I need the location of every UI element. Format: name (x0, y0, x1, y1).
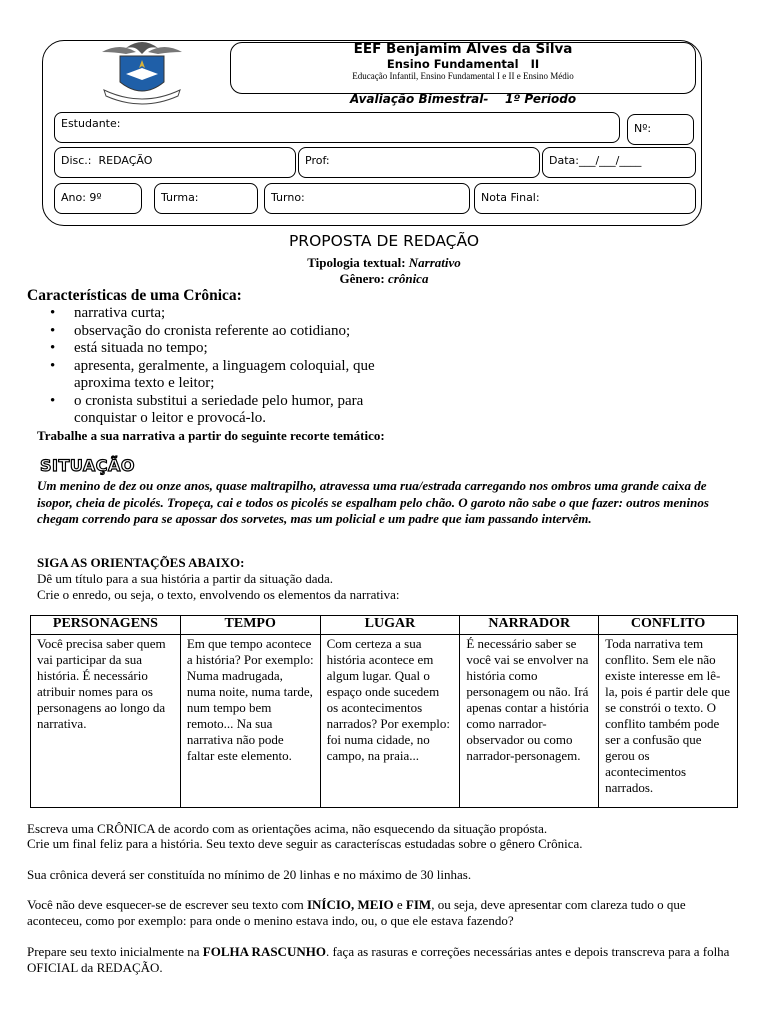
situation-text: Um menino de dez ou onze anos, quase maltrapilho, atravessa uma rua/estrada carregando nos ombros uma grande caixa de isopor, cheia de picolés. Tropeça, cai e todos os picolés se espalham pelo chão. O garoto não sabe o que fazer: outros meninos chegam correndo para se apossar dos sorvetes, mas um policial e um padre que iam passando intervêm. (37, 478, 709, 526)
number-field[interactable] (627, 114, 694, 145)
length-instruction: Sua crônica deverá ser constituída no mínimo de 20 linhas e no máximo de 30 linhas. (27, 867, 472, 882)
student-field[interactable] (54, 112, 620, 143)
discipline-field[interactable] (54, 147, 296, 178)
shift-field[interactable] (264, 183, 470, 214)
draft-bold: FOLHA RASCUNHO (202, 944, 326, 959)
cell-conflito: Toda narrativa tem conflito. Sem ele não existe interesse em lê-la, pois é partir dele que se constrói o texto. O conflito também pode ser a confusão que gerou os acontecimentos narrados. (599, 635, 738, 808)
genre-value: crônica (388, 271, 429, 286)
structure-text-c: , ou seja, deve apresentar com clareza tudo o que aconteceu, como por exemplo: para onde o menino estava indo, ou, o que ele estava fazendo? (27, 897, 686, 928)
cell-tempo: Em que tempo acontece a história? Por exemplo: Numa madrugada, numa noite, numa tarde, num tempo bem remoto... Na sua narrativa não pode faltar este elemento. (180, 635, 320, 808)
guideline-title: Dê um título para a sua história a partir da situação dada. (37, 571, 334, 586)
header-narrador: NARRADOR (460, 616, 599, 635)
guideline-plot: Crie o enredo, ou seja, o texto, envolvendo os elementos da narrativa: (37, 587, 400, 602)
structure-bold-b: FIM (405, 897, 432, 912)
structure-bold-a: INÍCIO, MEIO (306, 897, 394, 912)
draft-text-b: . faça as rasuras e correções necessárias antes e depois transcreva para a folha OFICIAL da REDAÇÃO. (27, 944, 730, 975)
list-item: • o cronista substitui a seriedade pelo humor, para conquistar o leitor e provocá-lo. (28, 393, 408, 428)
final-grade-label: Nota Final: (481, 191, 540, 204)
table-row (31, 635, 738, 808)
characteristics-list (28, 305, 408, 428)
list-item: • apresenta, geralmente, a linguagem coloquial, que aproxima texto e leitor; (28, 358, 408, 393)
structure-instruction (27, 897, 739, 929)
number-label: Nº: (634, 122, 652, 135)
situation-heading: SITUAÇÃO (40, 456, 135, 475)
final-grade-field[interactable] (474, 183, 696, 214)
narrative-elements-table (30, 615, 738, 808)
structure-text-a: Você não deve esquecer-se de escrever seu texto com (27, 897, 307, 912)
typology-line (0, 255, 768, 271)
year-label: Ano: 9º (61, 191, 102, 204)
draft-instruction (27, 944, 739, 976)
header-lugar: LUGAR (320, 616, 460, 635)
teacher-label: Prof: (305, 154, 330, 167)
cell-lugar: Com certeza a sua história acontece em algum lugar. Qual o espaço onde sucedem os acontecimentos narrados? Por exemplo: foi numa cidade, no campo, na praia... (320, 635, 460, 808)
proposal-title: PROPOSTA DE REDAÇÃO (288, 232, 480, 250)
levels-offered: Educação Infantil, Ensino Fundamental I e II e Ensino Médio (352, 71, 574, 81)
header-personagens: PERSONAGENS (31, 616, 181, 635)
student-label: Estudante: (61, 117, 121, 130)
list-item: • narrativa curta; (28, 305, 408, 323)
header-tempo: TEMPO (180, 616, 320, 635)
teacher-field[interactable] (298, 147, 540, 178)
draft-text-a: Prepare seu texto inicialmente na (27, 944, 203, 959)
happy-ending-line: Crie um final feliz para a história. Seu texto deve seguir as caracteríscas estudadas sobre o gênero Crônica. (27, 836, 583, 851)
typology-value: Narrativo (408, 255, 461, 270)
shift-label: Turno: (271, 191, 305, 204)
theme-instruction: Trabalhe a sua narrativa a partir do seguinte recorte temático: (37, 428, 385, 443)
year-field[interactable] (54, 183, 142, 214)
guidelines-heading: SIGA AS ORIENTAÇÕES ABAIXO: (37, 555, 245, 570)
table-header-row (31, 616, 738, 635)
school-level: Ensino Fundamental II (386, 57, 540, 71)
genre-label: Gênero: (339, 271, 385, 286)
class-field[interactable] (154, 183, 258, 214)
cell-personagens: Você precisa saber quem vai participar da sua história. É necessário atribuir nomes para os personagens ao longo da narrativa. (31, 635, 181, 808)
discipline-label: Disc.: REDAÇÃO (61, 154, 153, 167)
typology-label: Tipologia textual: (307, 255, 406, 270)
list-item: • está situada no tempo; (28, 340, 408, 358)
cell-narrador: É necessário saber se você vai se envolver na história como personagem ou não. Irá apenas contar a história como narrador- observador ou como narrador-personagem. (460, 635, 599, 808)
list-item: • observação do cronista referente ao cotidiano; (28, 323, 408, 341)
write-cronica-line: Escreva uma CRÔNICA de acordo com as orientações acima, não esquecendo da situação propósta. (27, 821, 548, 836)
characteristics-heading: Características de uma Crônica: (27, 287, 242, 304)
date-field[interactable] (542, 147, 696, 178)
class-label: Turma: (161, 191, 199, 204)
school-emblem-icon (96, 38, 188, 108)
header-conflito: CONFLITO (599, 616, 738, 635)
date-label: Data:___/___/____ (549, 154, 642, 167)
assessment-title: Avaliação Bimestral- 1º Período (349, 92, 577, 106)
structure-text-b: e (393, 897, 406, 912)
school-name: EEF Benjamim Alves da Silva (353, 41, 573, 57)
genre-line (0, 271, 768, 287)
